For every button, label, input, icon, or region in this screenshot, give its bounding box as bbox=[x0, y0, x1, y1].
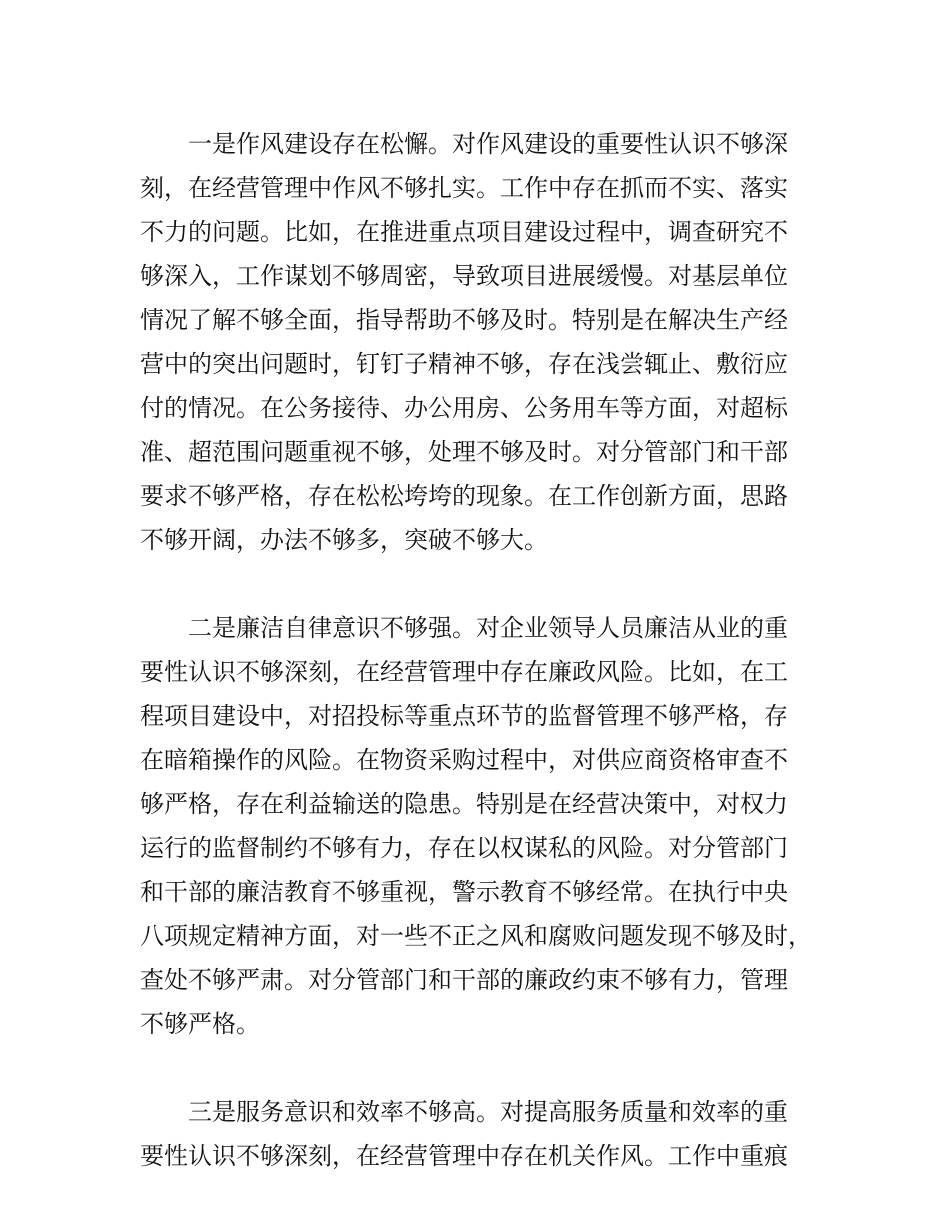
text-line: 刻，在经营管理中作风不够扎实。工作中存在抓而不实、落实 bbox=[140, 174, 788, 202]
paragraph-work-style bbox=[140, 122, 820, 562]
text-line: 一是作风建设存在松懈。对作风建设的重要性认识不够深 bbox=[188, 130, 788, 158]
text-line: 情况了解不够全面，指导帮助不够及时。特别是在解决生产经 bbox=[140, 306, 788, 334]
text-line: 营中的突出问题时，钉钉子精神不够，存在浅尝辄止、敷衍应 bbox=[140, 350, 788, 378]
text-line: 八项规定精神方面，对一些不正之风和腐败问题发现不够及时， bbox=[140, 922, 812, 950]
paragraph-spacer bbox=[140, 562, 820, 606]
paragraph-service bbox=[140, 1090, 820, 1178]
text-line: 运行的监督制约不够有力，存在以权谋私的风险。对分管部门 bbox=[140, 834, 788, 862]
text-line: 够深入，工作谋划不够周密，导致项目进展缓慢。对基层单位 bbox=[140, 262, 788, 290]
text-line: 三是服务意识和效率不够高。对提高服务质量和效率的重 bbox=[188, 1098, 788, 1126]
text-line: 准、超范围问题重视不够，处理不够及时。对分管部门和干部 bbox=[140, 438, 788, 466]
text-line: 程项目建设中，对招投标等重点环节的监督管理不够严格，存 bbox=[140, 702, 788, 730]
paragraph-integrity bbox=[140, 606, 820, 1046]
text-line: 查处不够严肃。对分管部门和干部的廉政约束不够有力，管理 bbox=[140, 966, 788, 994]
text-line: 不力的问题。比如，在推进重点项目建设过程中，调查研究不 bbox=[140, 218, 788, 246]
text-line: 不够开阔，办法不够多，突破不够大。 bbox=[140, 526, 548, 554]
document-body bbox=[140, 122, 820, 1178]
text-line: 二是廉洁自律意识不够强。对企业领导人员廉洁从业的重 bbox=[188, 614, 788, 642]
text-line: 要性认识不够深刻，在经营管理中存在机关作风。工作中重痕 bbox=[140, 1142, 788, 1170]
paragraph-spacer bbox=[140, 1046, 820, 1090]
text-line: 和干部的廉洁教育不够重视，警示教育不够经常。在执行中央 bbox=[140, 878, 788, 906]
text-line: 不够严格。 bbox=[140, 1010, 260, 1038]
text-line: 付的情况。在公务接待、办公用房、公务用车等方面，对超标 bbox=[140, 394, 788, 422]
text-line: 要性认识不够深刻，在经营管理中存在廉政风险。比如，在工 bbox=[140, 658, 788, 686]
text-line: 在暗箱操作的风险。在物资采购过程中，对供应商资格审查不 bbox=[140, 746, 788, 774]
text-line: 够严格，存在利益输送的隐患。特别是在经营决策中，对权力 bbox=[140, 790, 788, 818]
text-line: 要求不够严格，存在松松垮垮的现象。在工作创新方面，思路 bbox=[140, 482, 788, 510]
